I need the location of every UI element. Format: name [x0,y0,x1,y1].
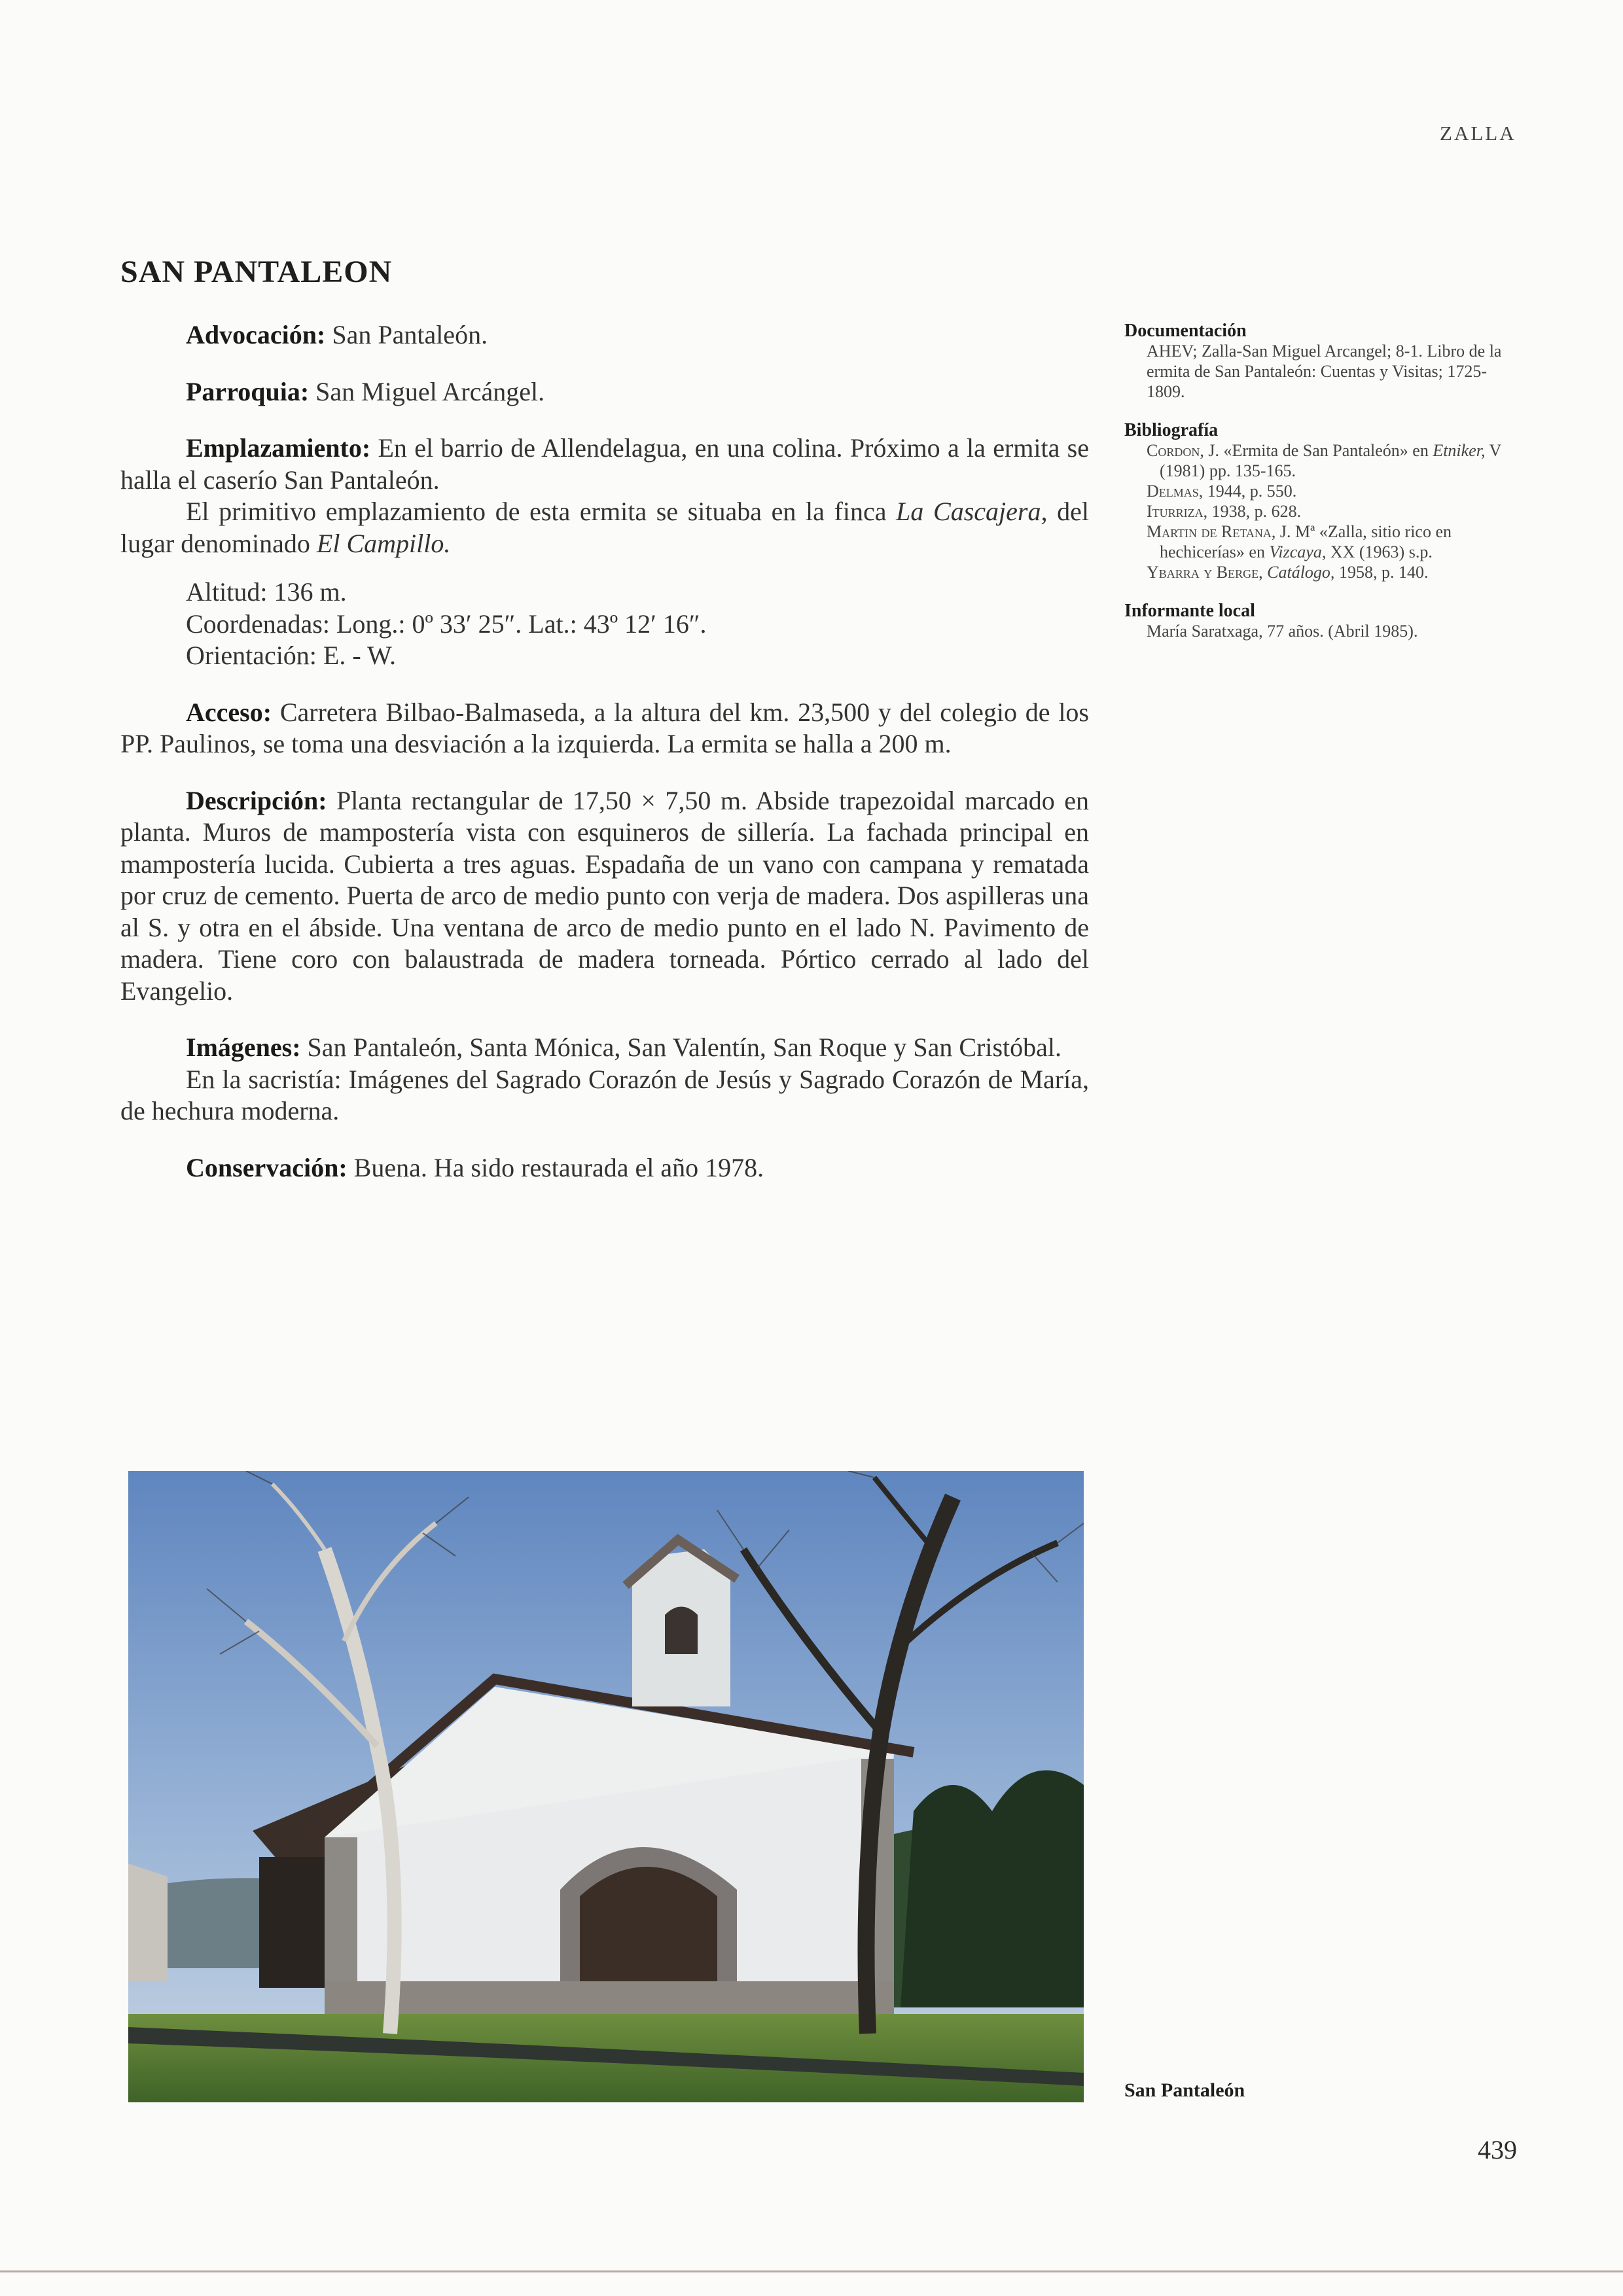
bib4-a: J. Mª «Zalla, sitio rico en hechicerías» en [1160,522,1452,561]
advocacion-label: Advocación: [186,320,326,349]
chapel-photo [128,1471,1084,2102]
chapel-photo-illustration [128,1471,1084,2102]
bib2-author: Delmas, [1147,482,1204,501]
bibliography-entry [1124,501,1517,521]
bib1-journal: Etniker, [1433,441,1486,460]
altitud: Altitud: 136 m. [186,577,347,607]
side-notes [1124,321,1517,641]
emplazamiento-p2-em1: La Cascajera, [896,497,1048,526]
bib4-author: Martin de Retana, [1147,522,1276,541]
bib1-author: Cordon, J. [1147,441,1219,460]
conservacion-text: Buena. Ha sido restaurada el año 1978. [353,1152,764,1182]
imagenes-paragraph [120,1032,1089,1064]
bib3-rest: 1938, p. 628. [1207,502,1302,521]
emplazamiento-paragraph [120,433,1089,496]
photo-caption: San Pantaleón [1124,2079,1245,2101]
coordenadas: Coordenadas: Long.: 0º 33′ 25″. Lat.: 43º 12′ 16″. [186,609,707,639]
bibliography-entry [1124,440,1517,481]
imagenes-paragraph-2: En la sacristía: Imágenes del Sagrado Corazón de Jesús y Sagrado Corazón de María, de hechura moderna. [120,1064,1089,1125]
advocacion-text: San Pantaleón. [332,320,488,349]
bibliography-entry [1124,481,1517,501]
conservacion-paragraph [120,1152,1089,1184]
imagenes-text: San Pantaleón, Santa Mónica, San Valentín, San Roque y San Cristóbal. [307,1033,1061,1062]
emplazamiento-paragraph-2 [120,496,1089,559]
advocacion-paragraph [120,319,1089,351]
descripcion-text: Planta rectangular de 17,50 × 7,50 m. Abside trapezoidal marcado en planta. Muros de mampostería vista con esquineros de sillería. La fachada principal en mampostería lucida. Cubierta a tres aguas. Espadaña de un vano con campana y rematada por cruz de cemento. Puerta de arco de medio punto con verja de madera. Dos aspilleras una al S. y otra en el ábside. Una ventana de arco de medio punto en el lado N. Pavimento de madera. Tiene coro con balaustrada de madera torneada. Pórtico cerrado al lado del Evangelio. [120,785,1089,1006]
bibliografia-block [1124,420,1517,582]
emplazamiento-p2-b: del lugar denominado [120,497,1089,558]
descripcion-label: Descripción: [186,785,327,815]
conservacion-label: Conservación: [186,1152,348,1182]
emplazamiento-label: Emplazamiento: [186,433,371,463]
bib3-author: Iturriza, [1147,502,1208,521]
informante-text: María Saratxaga, 77 años. (Abril 1985). [1147,622,1418,641]
documentacion-text: AHEV; Zalla-San Miguel Arcangel; 8-1. Libro de la ermita de San Pantaleón: Cuentas y Visitas; 1725-1809. [1147,342,1502,401]
imagenes-label: Imágenes: [186,1033,301,1062]
bib1-a: «Ermita de San Pantaleón» en [1219,441,1433,460]
bib5-rest: 1958, p. 140. [1334,563,1429,582]
parroquia-text: San Miguel Arcángel. [315,376,545,406]
parroquia-paragraph [120,376,1089,408]
bibliography-entry [1124,521,1517,562]
informante-heading: Informante local [1124,601,1255,621]
bib5-title: Catálogo, [1262,563,1335,582]
parroquia-label: Parroquia: [186,376,310,406]
bibliografia-heading: Bibliografía [1124,420,1219,440]
acceso-text: Carretera Bilbao-Balmaseda, a la altura del km. 23,500 y del colegio de los PP. Paulinos, se toma una desviación a la izquierda. La ermita se halla a 200 m. [120,697,1090,758]
informante-block [1124,601,1517,641]
bib4-journal: Vizcaya, [1269,542,1327,561]
bottom-rule [0,2270,1623,2272]
emplazamiento-text: En el barrio de Allendelagua, en una colina. Próximo a la ermita se halla el caserío San Pantaleón. [120,433,1089,495]
documentacion-heading: Documentación [1124,321,1247,341]
bib5-author: Ybarra y Berge, [1147,563,1263,582]
acceso-label: Acceso: [186,697,272,727]
acceso-paragraph [120,697,1089,760]
page-title: SAN PANTALEON [120,255,393,289]
page-number: 439 [1478,2135,1517,2164]
running-head: ZALLA [1440,122,1516,145]
bib2-rest: 1944, p. 550. [1203,482,1297,501]
emplazamiento-p2-em2: El Campillo. [316,528,451,558]
main-text [120,319,1089,1184]
emplazamiento-p2-a: El primitivo emplazamiento de esta ermita se situaba en la finca [186,497,897,526]
descripcion-paragraph [120,785,1089,1008]
bib4-b: XX (1963) s.p. [1326,542,1433,561]
orientacion: Orientación: E. - W. [186,641,397,670]
bibliography-entry [1124,562,1517,582]
bib1-b: V (1981) pp. 135-165. [1160,441,1501,480]
